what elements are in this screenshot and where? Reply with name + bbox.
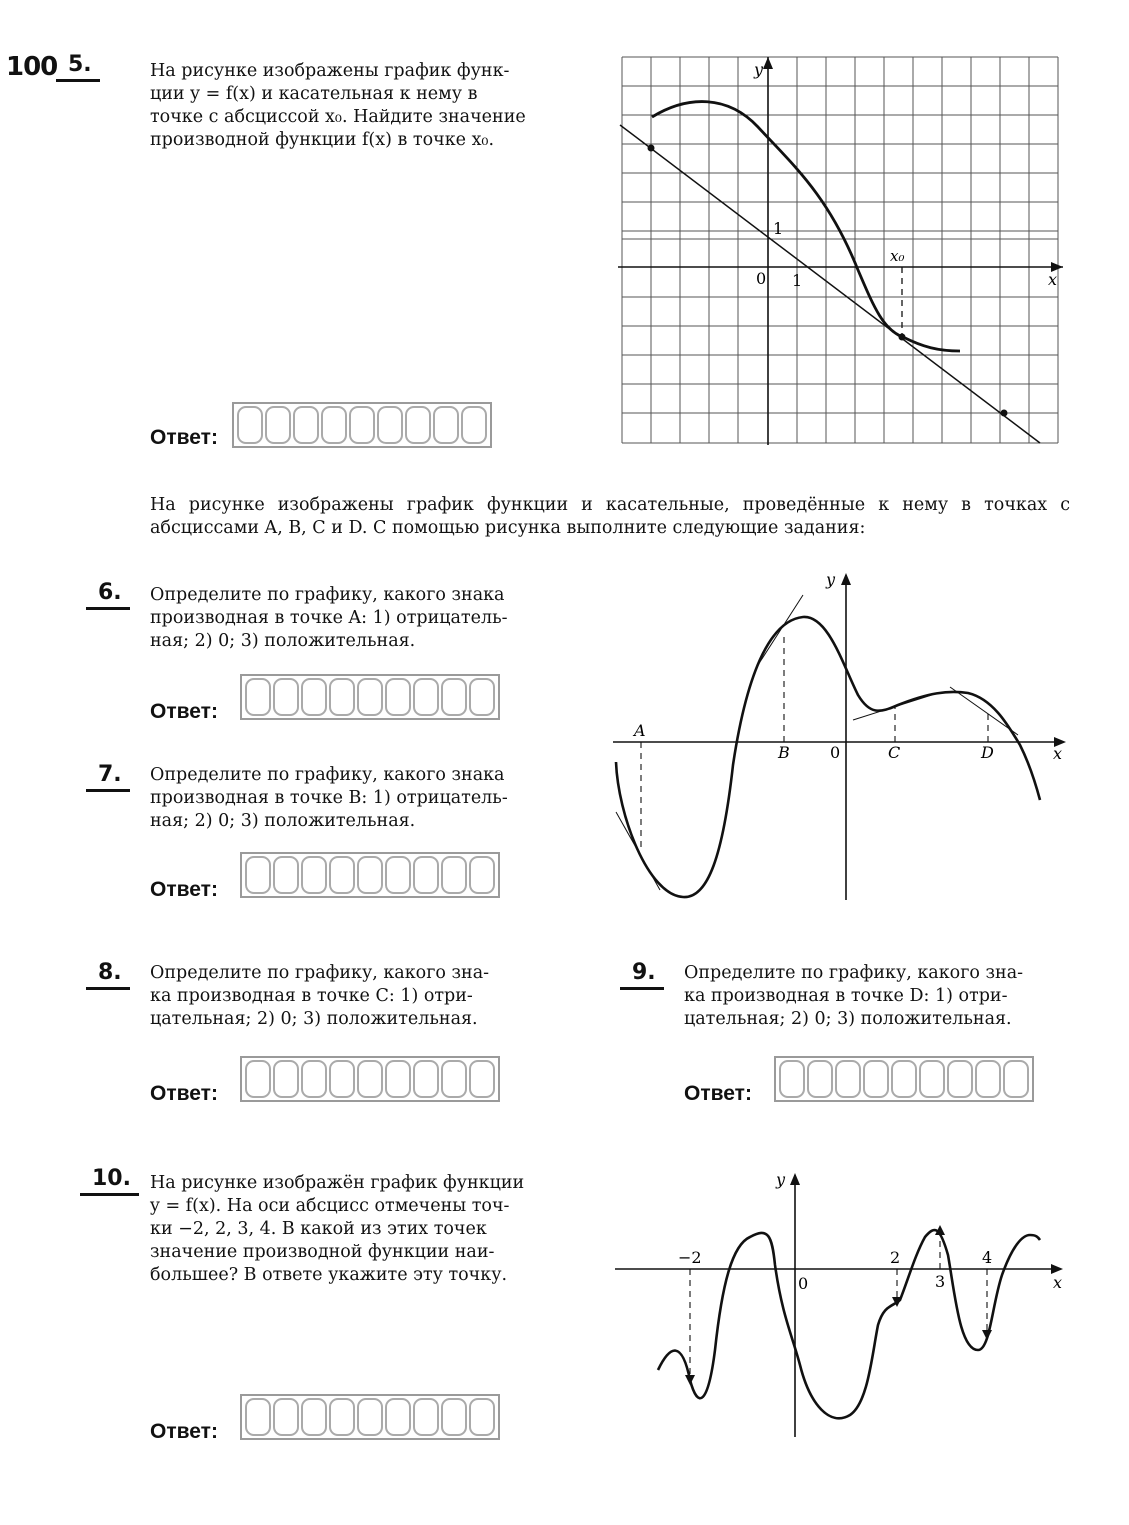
answer-cell[interactable] [385, 1060, 411, 1098]
answer-cell[interactable] [863, 1060, 889, 1098]
answer-cell[interactable] [329, 856, 355, 894]
q5-line: ции y = f(x) и касательная к нему в [150, 84, 478, 104]
answer-cell[interactable] [469, 856, 495, 894]
tick-label-4: 4 [982, 1248, 993, 1267]
tangent-B [758, 595, 803, 665]
question-5-number: 5. [56, 52, 100, 82]
answer-cell[interactable] [301, 1398, 327, 1436]
answer-label: Ответ: [150, 1420, 218, 1443]
intro-paragraph: На рисунке изображены график функции и касательные, проведённые к нему в точках с абсциссами A, B, C и D. С помощью рисунка выполните следующие задания: [150, 495, 1070, 538]
answer-box-7[interactable] [240, 852, 500, 898]
answer-cell[interactable] [301, 856, 327, 894]
answer-cell[interactable] [321, 406, 347, 444]
tangent-A [616, 812, 660, 890]
question-8-number: 8. [86, 960, 130, 990]
answer-cell[interactable] [441, 1398, 467, 1436]
q6-line: ная; 2) 0; 3) положительная. [150, 631, 416, 651]
q8-line: Определите по графику, какого зна- [150, 963, 490, 983]
answer-cell[interactable] [947, 1060, 973, 1098]
tick-label-3: 3 [935, 1272, 946, 1291]
answer-cell[interactable] [1003, 1060, 1029, 1098]
y-axis-label: y [826, 570, 836, 589]
q10-line: y = f(x). На оси абсцисс отмечены точ- [150, 1196, 510, 1216]
q6-line: Определите по графику, какого знака [150, 585, 505, 605]
point-A-label: A [634, 721, 646, 740]
answer-box-8[interactable] [240, 1056, 500, 1102]
answer-cell[interactable] [301, 1060, 327, 1098]
answer-cell[interactable] [385, 1398, 411, 1436]
answer-cell[interactable] [273, 1060, 299, 1098]
answer-cell[interactable] [329, 1060, 355, 1098]
question-5-text [150, 60, 585, 152]
answer-cell[interactable] [835, 1060, 861, 1098]
q8-line: ка производная в точке C: 1) отри- [150, 986, 473, 1006]
origin-label: 0 [798, 1274, 809, 1293]
answer-cell[interactable] [273, 856, 299, 894]
question-7-text [150, 764, 585, 833]
axes [613, 575, 1063, 900]
tangent-marker-point [1001, 410, 1008, 417]
question-6-number: 6. [86, 580, 130, 610]
q9-line: цательная; 2) 0; 3) положительная. [684, 1009, 1012, 1029]
question-9-text [684, 962, 1069, 1031]
answer-cell[interactable] [975, 1060, 1001, 1098]
answer-cell[interactable] [807, 1060, 833, 1098]
tangent-marker-point [648, 145, 655, 152]
question-7-number: 7. [86, 762, 130, 792]
q8-line: цательная; 2) 0; 3) положительная. [150, 1009, 478, 1029]
answer-cell[interactable] [349, 406, 375, 444]
answer-cell[interactable] [413, 856, 439, 894]
arrow-marker [685, 1375, 695, 1385]
q7-line: ная; 2) 0; 3) положительная. [150, 811, 416, 831]
q5-line: производной функции f(x) в точке x₀. [150, 130, 495, 150]
answer-cell[interactable] [265, 406, 291, 444]
y-axis-label: y [776, 1170, 786, 1189]
q10-line: большее? В ответе укажите эту точку. [150, 1265, 508, 1285]
answer-cell[interactable] [441, 856, 467, 894]
q10-line: ки −2, 2, 3, 4. В какой из этих точек [150, 1219, 487, 1239]
answer-cell[interactable] [357, 678, 383, 716]
answer-box-10[interactable] [240, 1394, 500, 1440]
q7-line: Определите по графику, какого знака [150, 765, 505, 785]
q9-line: ка производная в точке D: 1) отри- [684, 986, 1008, 1006]
q10-line: На рисунке изображён график функции [150, 1173, 525, 1193]
tick-label-minus-2: −2 [678, 1248, 702, 1267]
point-B-label: B [778, 743, 790, 762]
point-D-label: D [981, 743, 994, 762]
tangent-D [950, 687, 1018, 735]
answer-cell[interactable] [245, 1060, 271, 1098]
answer-cell[interactable] [385, 856, 411, 894]
answer-cell[interactable] [891, 1060, 917, 1098]
y-axis-arrow [790, 1173, 800, 1185]
q10-line: значение производной функции наи- [150, 1242, 495, 1262]
answer-cell[interactable] [385, 678, 411, 716]
answer-box-5[interactable] [232, 402, 492, 448]
answer-cell[interactable] [413, 1060, 439, 1098]
q7-line: производная в точке B: 1) отрицатель- [150, 788, 508, 808]
question-8-text [150, 962, 535, 1031]
answer-cell[interactable] [273, 678, 299, 716]
answer-label: Ответ: [684, 1082, 752, 1105]
answer-cell[interactable] [301, 678, 327, 716]
question-10-text [150, 1172, 585, 1287]
point-C-label: C [888, 743, 901, 762]
answer-cell[interactable] [469, 1060, 495, 1098]
q5-line: точке с абсциссой x₀. Найдите значение [150, 107, 526, 127]
q6-line: производная в точке A: 1) отрицатель- [150, 608, 508, 628]
answer-cell[interactable] [413, 678, 439, 716]
answer-cell[interactable] [357, 856, 383, 894]
answer-cell[interactable] [461, 406, 487, 444]
q5-line: На рисунке изображены график функ- [150, 61, 510, 81]
y-axis-label: y [754, 60, 764, 79]
answer-label: Ответ: [150, 426, 218, 449]
answer-cell[interactable] [329, 678, 355, 716]
answer-cell[interactable] [779, 1060, 805, 1098]
graph-q6-q9 [608, 565, 1078, 905]
answer-label: Ответ: [150, 878, 218, 901]
answer-cell[interactable] [433, 406, 459, 444]
answer-cell[interactable] [441, 1060, 467, 1098]
answer-cell[interactable] [245, 1398, 271, 1436]
origin-label: 0 [756, 269, 767, 288]
answer-cell[interactable] [329, 1398, 355, 1436]
graph-q10 [610, 1165, 1075, 1445]
graph-q5 [618, 55, 1070, 447]
dashed-guides [690, 1227, 987, 1380]
tick-label-2: 2 [890, 1248, 901, 1267]
function-curve [616, 617, 1040, 897]
answer-box-9[interactable] [774, 1056, 1034, 1102]
x0-label: x₀ [890, 247, 905, 265]
answer-cell[interactable] [293, 406, 319, 444]
x-axis-label: x [1048, 270, 1058, 289]
answer-label: Ответ: [150, 1082, 218, 1105]
answer-cell[interactable] [405, 406, 431, 444]
question-10-number: 10. [80, 1166, 139, 1196]
tick-label-y-1: 1 [773, 219, 784, 238]
answer-box-6[interactable] [240, 674, 500, 720]
arrow-marker [982, 1330, 992, 1340]
question-9-number: 9. [620, 960, 664, 990]
answer-cell[interactable] [413, 1398, 439, 1436]
answer-cell[interactable] [377, 406, 403, 444]
answer-cell[interactable] [245, 856, 271, 894]
q9-line: Определите по графику, какого зна- [684, 963, 1024, 983]
x-axis-label: x [1053, 744, 1063, 763]
x-axis-label: x [1053, 1273, 1063, 1292]
y-axis-arrow [763, 57, 773, 69]
tick-label-x-1: 1 [792, 271, 803, 290]
y-axis-arrow [841, 573, 851, 585]
answer-cell[interactable] [469, 678, 495, 716]
answer-cell[interactable] [357, 1060, 383, 1098]
answer-cell[interactable] [469, 1398, 495, 1436]
answer-cell[interactable] [919, 1060, 945, 1098]
function-curve [652, 102, 960, 351]
answer-cell[interactable] [357, 1398, 383, 1436]
tangent-point [899, 334, 906, 341]
page-number: 100 [6, 52, 58, 82]
answer-cell[interactable] [441, 678, 467, 716]
question-6-text [150, 584, 585, 653]
answer-cell[interactable] [237, 406, 263, 444]
answer-label: Ответ: [150, 700, 218, 723]
origin-label: 0 [830, 743, 841, 762]
answer-cell[interactable] [273, 1398, 299, 1436]
answer-cell[interactable] [245, 678, 271, 716]
grid [622, 57, 1058, 443]
